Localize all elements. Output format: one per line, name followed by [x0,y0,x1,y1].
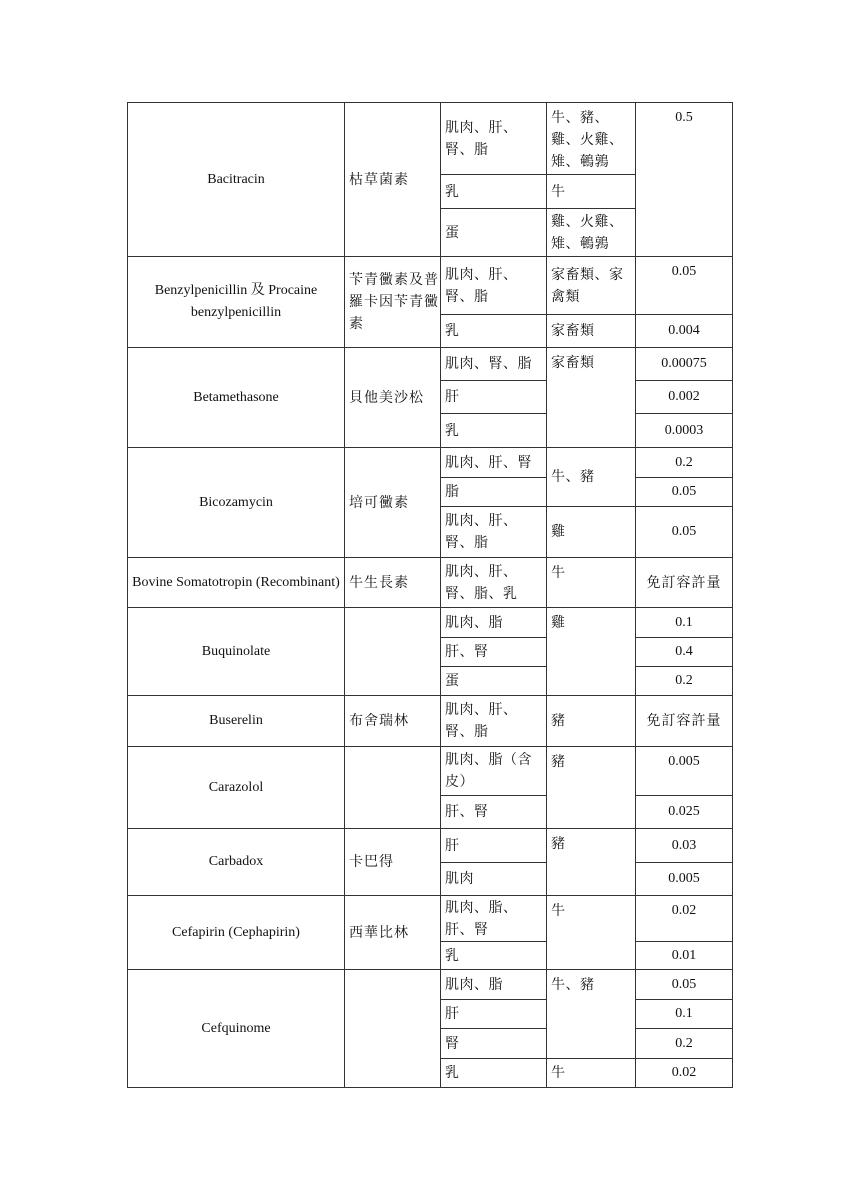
drug-name-en: Benzylpenicillin 及 Procaine benzylpenicillin [128,257,345,348]
drug-name-en: Carbadox [128,829,345,896]
mrl-cell: 0.05 [636,970,733,1000]
drug-name-zh [345,970,441,1088]
drug-name-en: Cefquinome [128,970,345,1088]
mrl-cell: 0.4 [636,638,733,667]
species-cell: 牛 [547,175,636,209]
tissue-cell: 肝 [441,381,547,414]
species-cell: 牛、豬 [547,448,636,507]
table-row [128,103,733,175]
tissue-cell: 肝、腎 [441,638,547,667]
tissue-cell: 肌肉、脂（含皮） [441,747,547,796]
tissue-cell: 肌肉、肝、腎、脂 [441,507,547,558]
tissue-cell: 蛋 [441,667,547,696]
drug-name-zh: 牛生長素 [345,558,441,608]
mrl-cell: 免訂容許量 [636,558,733,608]
mrl-cell: 0.002 [636,381,733,414]
tissue-cell: 肌肉、肝、腎、脂 [441,257,547,315]
mrl-cell: 0.2 [636,448,733,478]
tissue-cell: 乳 [441,315,547,348]
tissue-cell: 乳 [441,942,547,970]
tissue-cell: 肝 [441,829,547,863]
drug-name-zh: 西華比林 [345,896,441,970]
drug-name-en: Bovine Somatotropin (Recombinant) [128,558,345,608]
mrl-cell: 0.025 [636,796,733,829]
species-cell: 雞 [547,507,636,558]
mrl-cell: 0.05 [636,257,733,315]
drug-name-en: Buserelin [128,696,345,747]
drug-name-zh: 卡巴得 [345,829,441,896]
mrl-cell: 0.005 [636,747,733,796]
mrl-cell: 0.02 [636,1059,733,1088]
table-row [128,896,733,942]
table-row [128,696,733,747]
residue-limit-table [127,102,733,1088]
tissue-cell: 蛋 [441,209,547,257]
mrl-cell: 0.005 [636,863,733,896]
tissue-cell: 肌肉、腎、脂 [441,348,547,381]
tissue-cell: 乳 [441,175,547,209]
mrl-cell: 0.05 [636,507,733,558]
species-cell: 雞 [547,608,636,696]
drug-name-en: Buquinolate [128,608,345,696]
tissue-cell: 肌肉、肝、腎、脂 [441,103,547,175]
species-cell: 牛 [547,896,636,970]
table-row [128,257,733,315]
mrl-cell: 0.01 [636,942,733,970]
species-cell: 豬 [547,696,636,747]
drug-name-en: Carazolol [128,747,345,829]
tissue-cell: 乳 [441,1059,547,1088]
mrl-cell: 0.2 [636,1029,733,1059]
mrl-cell: 0.00075 [636,348,733,381]
tissue-cell: 肝、腎 [441,796,547,829]
tissue-cell: 肌肉、肝、腎 [441,448,547,478]
tissue-cell: 肝 [441,1000,547,1029]
drug-name-en: Bicozamycin [128,448,345,558]
mrl-cell: 0.5 [636,103,733,257]
tissue-cell: 肌肉、脂、肝、腎 [441,896,547,942]
mrl-cell: 免訂容許量 [636,696,733,747]
tissue-cell: 肌肉、脂 [441,608,547,638]
drug-name-en: Bacitracin [128,103,345,257]
tissue-cell: 脂 [441,478,547,507]
tissue-cell: 肌肉、肝、腎、脂 [441,696,547,747]
species-cell: 家畜類 [547,315,636,348]
mrl-cell: 0.1 [636,608,733,638]
species-cell: 家畜類 [547,348,636,448]
drug-name-zh: 苄青黴素及普羅卡因苄青黴素 [345,257,441,348]
tissue-cell: 肌肉 [441,863,547,896]
drug-name-zh: 枯草菌素 [345,103,441,257]
drug-name-zh: 貝他美沙松 [345,348,441,448]
drug-name-en: Betamethasone [128,348,345,448]
mrl-cell: 0.004 [636,315,733,348]
table-row [128,970,733,1000]
table-row [128,448,733,478]
mrl-cell: 0.0003 [636,414,733,448]
tissue-cell: 肌肉、脂 [441,970,547,1000]
species-cell: 豬 [547,829,636,896]
table-row [128,829,733,863]
drug-name-zh [345,747,441,829]
drug-name-en: Cefapirin (Cephapirin) [128,896,345,970]
drug-name-zh: 培可黴素 [345,448,441,558]
species-cell: 雞、火雞、雉、鵪鶉 [547,209,636,257]
species-cell: 牛、豬、雞、火雞、雉、鵪鶉 [547,103,636,175]
mrl-cell: 0.1 [636,1000,733,1029]
species-cell: 牛 [547,1059,636,1088]
drug-name-zh [345,608,441,696]
tissue-cell: 肌肉、肝、腎、脂、乳 [441,558,547,608]
table-row [128,558,733,608]
species-cell: 牛、豬 [547,970,636,1059]
mrl-cell: 0.03 [636,829,733,863]
tissue-cell: 乳 [441,414,547,448]
species-cell: 家畜類、家禽類 [547,257,636,315]
mrl-cell: 0.05 [636,478,733,507]
mrl-cell: 0.02 [636,896,733,942]
table-row [128,348,733,381]
tissue-cell: 腎 [441,1029,547,1059]
drug-name-zh: 布舍瑞林 [345,696,441,747]
species-cell: 豬 [547,747,636,829]
mrl-cell: 0.2 [636,667,733,696]
species-cell: 牛 [547,558,636,608]
table-row [128,747,733,796]
table-row [128,608,733,638]
